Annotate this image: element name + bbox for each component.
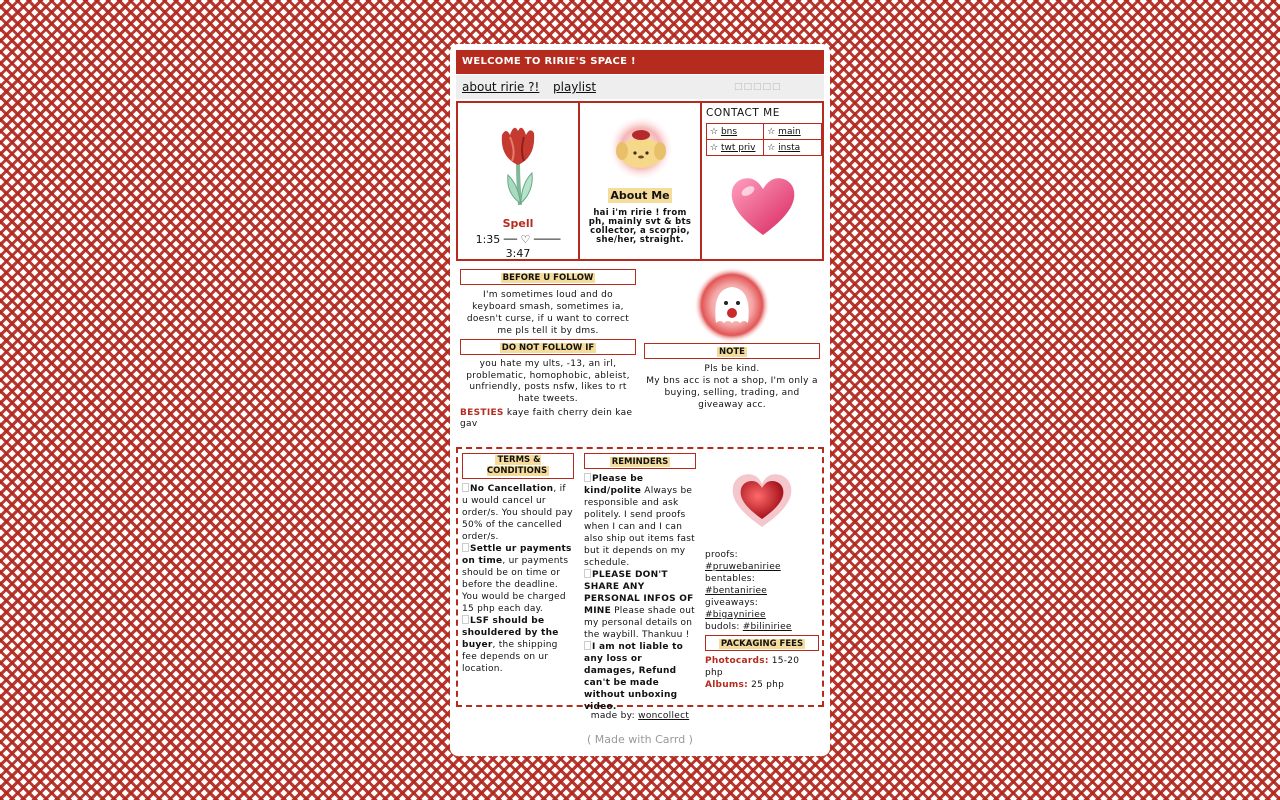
albums-fee: 25 php bbox=[747, 680, 785, 690]
page-title: WELCOME TO RIRIE'S SPACE ! bbox=[456, 50, 824, 74]
ghost-icon bbox=[692, 265, 772, 345]
budols-tag-link[interactable]: #biliniriee bbox=[742, 622, 792, 632]
reminder-item: Please be kind/polite Always be responsible and ask politely. I send proofs when I can and I can also ship out items fast but it depends on my schedule. bbox=[584, 474, 695, 568]
song-progress bbox=[458, 233, 578, 261]
contact-title: CONTACT ME bbox=[706, 107, 780, 119]
bentables-tag-link[interactable]: #bentaniriee bbox=[705, 586, 768, 596]
nav-bar bbox=[456, 75, 824, 99]
nav-dots: □□□□□ bbox=[734, 82, 782, 92]
pompompurin-icon bbox=[608, 115, 674, 181]
bullet-icon bbox=[584, 641, 591, 650]
reminder-item: PLEASE DON'T SHARE ANY PERSONAL INFOS OF MINE Please shade out my personal details on the waybill. Thankuu ! bbox=[584, 570, 695, 640]
proofs-tag-link[interactable]: #pruwebaniriee bbox=[705, 562, 781, 572]
bullet-icon bbox=[462, 483, 469, 492]
do-not-follow-title: DO NOT FOLLOW IF bbox=[460, 339, 636, 355]
bentables-label: bentables: bbox=[705, 574, 755, 584]
red-heart-icon bbox=[727, 467, 797, 531]
note-title: NOTE bbox=[644, 343, 820, 359]
do-not-follow-text: you hate my ults, -13, an irl, problematic, homophobic, ableist, unfriendly, posts nsfw, likes to rt hate tweets. bbox=[466, 359, 630, 404]
terms-section bbox=[462, 453, 574, 675]
star-icon: ☆ bbox=[710, 126, 719, 137]
made-by-label: made by: bbox=[590, 711, 639, 721]
contact-cell bbox=[764, 140, 822, 156]
heart-icon bbox=[728, 173, 798, 239]
song-title: Spell bbox=[502, 217, 534, 230]
terms-list bbox=[462, 483, 574, 675]
star-icon: ☆ bbox=[767, 126, 776, 137]
reminder-item: I am not liable to any loss or damages, Refund can't be made without unboxing video. bbox=[584, 642, 684, 712]
contact-cell bbox=[707, 124, 764, 140]
bottom-row bbox=[456, 447, 824, 712]
contact-cell bbox=[764, 124, 822, 140]
giveaways-tag-link[interactable]: #bigayniriee bbox=[705, 610, 766, 620]
made-by-link[interactable]: woncollect bbox=[638, 711, 690, 721]
top-row bbox=[456, 101, 824, 261]
before-follow-text: I'm sometimes loud and do keyboard smash, sometimes ia, doesn't curse, if u want to correct me pls tell it by dms. bbox=[466, 290, 630, 336]
bullet-icon bbox=[584, 473, 591, 482]
reminders-list bbox=[584, 473, 696, 713]
albums-label: Albums: bbox=[705, 680, 748, 690]
before-follow-title: BEFORE U FOLLOW bbox=[460, 269, 636, 285]
about-title: About Me bbox=[610, 189, 670, 202]
terms-item: Settle ur payments on time, ur payments should be on time or before the deadline. You would be charged 15 php each day. bbox=[462, 544, 572, 614]
nav-playlist-link[interactable]: playlist bbox=[553, 80, 597, 94]
tags-section bbox=[705, 453, 819, 691]
terms-item: LSF should be shouldered by the buyer, the shipping fee depends on ur location. bbox=[462, 616, 559, 674]
packaging-title: PACKAGING FEES bbox=[705, 635, 819, 651]
bullet-icon bbox=[584, 569, 591, 578]
giveaways-label: giveaways: bbox=[705, 598, 759, 608]
music-player bbox=[458, 103, 580, 259]
tulip-icon bbox=[494, 121, 544, 211]
bullet-icon bbox=[462, 615, 469, 624]
note-text bbox=[644, 363, 820, 411]
star-icon: ☆ bbox=[767, 142, 776, 153]
contact-insta-link[interactable]: insta bbox=[778, 142, 801, 153]
note-line-1: Pls be kind. bbox=[704, 364, 760, 374]
terms-title: TERMS & CONDITIONS bbox=[462, 453, 574, 479]
budols-line bbox=[705, 621, 819, 633]
progress-bar[interactable]: ── ♡ ──── bbox=[503, 233, 561, 246]
note-line-2: My bns acc is not a shop, I'm only a buying, selling, trading, and giveaway acc. bbox=[646, 376, 818, 410]
contact-bns-link[interactable]: bns bbox=[720, 126, 738, 137]
besties bbox=[460, 408, 636, 430]
time-start: 1:35 bbox=[475, 233, 501, 246]
besties-label: BESTIES bbox=[460, 408, 504, 418]
star-icon: ☆ bbox=[710, 142, 719, 153]
time-end: 3:47 bbox=[505, 247, 531, 260]
photocards-fee: 15-20 php bbox=[705, 656, 800, 678]
bullet-icon bbox=[462, 543, 469, 552]
contact-links bbox=[706, 123, 822, 156]
follow-rules bbox=[460, 269, 636, 430]
about-text: hai i'm ririe ! from ph, mainly svt & bts collector, a scorpio, she/her, straight. bbox=[588, 208, 692, 245]
besties-names: kaye faith cherry dein kae gav bbox=[460, 408, 633, 429]
tag-list bbox=[705, 549, 819, 633]
content bbox=[456, 50, 824, 746]
terms-item: No Cancellation, if u would cancel ur order/s. You should pay 50% of the cancelled order/s. bbox=[462, 484, 573, 542]
contact-twt-priv-link[interactable]: twt priv bbox=[720, 142, 756, 153]
middle-row bbox=[456, 265, 824, 441]
carrd-credit[interactable]: ( Made with Carrd ) bbox=[587, 733, 693, 746]
contact-main-link[interactable]: main bbox=[778, 126, 801, 137]
proofs-label: proofs: bbox=[705, 550, 738, 560]
about-section bbox=[580, 103, 702, 259]
reminders-section bbox=[584, 453, 696, 713]
photocards-label: Photocards: bbox=[705, 656, 769, 666]
contact-section bbox=[702, 103, 822, 259]
note-section bbox=[644, 265, 820, 411]
reminders-title: REMINDERS bbox=[584, 453, 696, 469]
contact-cell bbox=[707, 140, 764, 156]
main-card bbox=[450, 44, 830, 756]
packaging-fees bbox=[705, 655, 819, 691]
nav-about-link[interactable]: about ririe ?! bbox=[462, 80, 540, 94]
budols-label: budols: bbox=[705, 622, 740, 632]
